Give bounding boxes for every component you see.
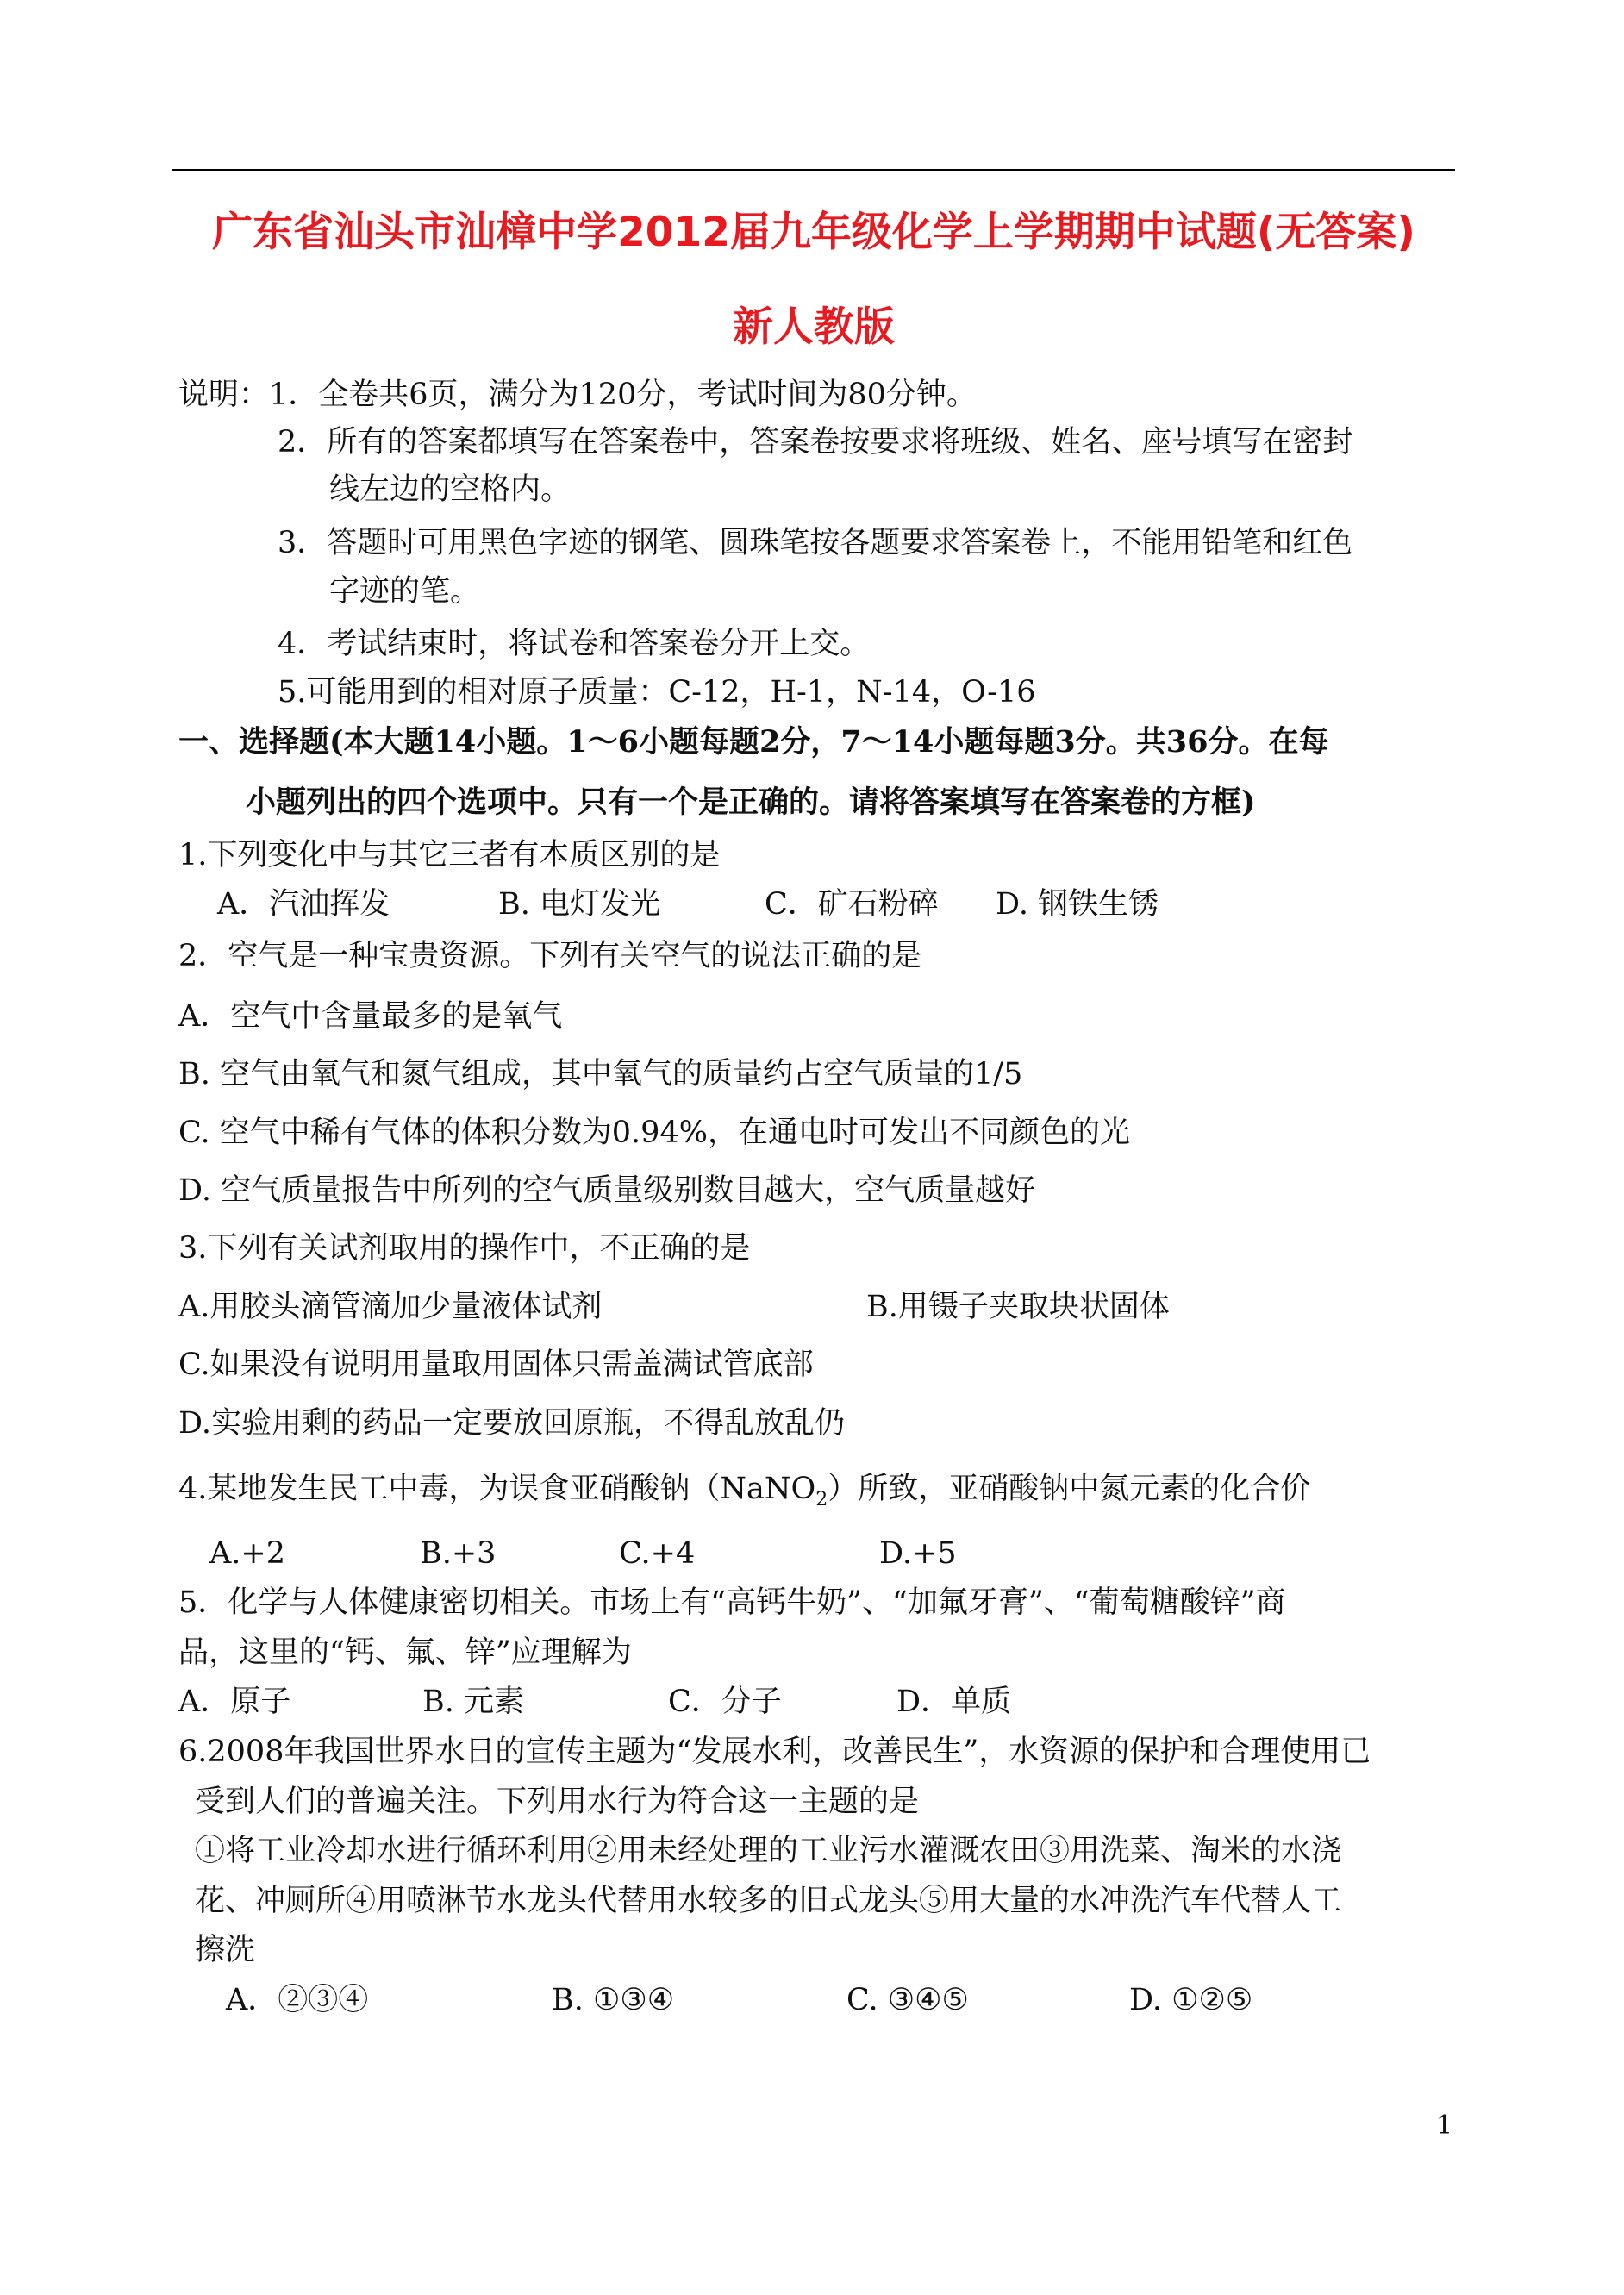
page-number: 1 bbox=[1436, 2111, 1453, 2141]
q4-option-a: A.+2 bbox=[209, 1536, 285, 1571]
instruction-line: 2．所有的答案都填写在答案卷中，答案卷按要求将班级、姓名、座号填写在密封 bbox=[278, 425, 1353, 460]
q5-option-b: B. 元素 bbox=[422, 1685, 524, 1719]
q6-option-d: D. ①②⑤ bbox=[1129, 1983, 1253, 2017]
question-5-stem: 5．化学与人体健康密切相关。市场上有“高钙牛奶”、“加氟牙膏”、“葡萄糖酸锌”商 bbox=[178, 1585, 1286, 1620]
instruction-line: 说明：1．全卷共6页，满分为120分，考试时间为80分钟。 bbox=[178, 378, 977, 412]
question-4-stem bbox=[178, 1474, 1310, 1510]
q4-stem-after: ）所致，亚硝酸钠中氮元素的化合价 bbox=[828, 1472, 1311, 1506]
q4-option-b: B.+3 bbox=[420, 1536, 497, 1571]
q6-items-line: 花、冲厕所④用喷淋节水龙头代替用水较多的旧式龙头⑤用大量的水冲洗汽车代替人工 bbox=[195, 1884, 1342, 1918]
q3-option-a: A.用胶头滴管滴加少量液体试剂 bbox=[178, 1290, 603, 1324]
q6-items-line: 擦洗 bbox=[195, 1933, 256, 1967]
q4-stem-before: 4.某地发生民工中毒，为误食亚硝酸钠（NaNO bbox=[178, 1472, 816, 1506]
q6-items-line: ①将工业冷却水进行循环利用②用未经处理的工业污水灌溉农田③用洗菜、淘米的水浇 bbox=[195, 1834, 1342, 1868]
section-heading-cont: 小题列出的四个选项中。只有一个是正确的。请将答案填写在答案卷的方框) bbox=[246, 785, 1256, 820]
question-6-stem: 6.2008年我国世界水日的宣传主题为“发展水利，改善民生”，水资源的保护和合理使用已 bbox=[178, 1735, 1371, 1769]
q1-option-c: C．矿石粉碎 bbox=[765, 887, 939, 922]
q4-option-d: D.+5 bbox=[879, 1536, 957, 1571]
q2-option-b: B. 空气由氧气和氮气组成，其中氧气的质量约占空气质量的1/5 bbox=[178, 1057, 1023, 1091]
question-6-stem-cont: 受到人们的普遍关注。下列用水行为符合这一主题的是 bbox=[195, 1785, 920, 1819]
top-rule bbox=[172, 169, 1455, 171]
q2-option-d: D. 空气质量报告中所列的空气质量级别数目越大，空气质量越好 bbox=[178, 1173, 1036, 1208]
q6-option-b: B. ①③④ bbox=[552, 1983, 675, 2017]
q5-option-c: C．分子 bbox=[668, 1685, 782, 1719]
question-5-stem-cont: 品，这里的“钙、氟、锌”应理解为 bbox=[178, 1635, 632, 1670]
q4-option-c: C.+4 bbox=[619, 1536, 696, 1571]
instruction-line: 5.可能用到的相对原子质量：C-12，H-1，N-14，O-16 bbox=[278, 675, 1036, 710]
instruction-line: 4．考试结束时，将试卷和答案卷分开上交。 bbox=[278, 627, 871, 661]
question-3-stem: 3.下列有关试剂取用的操作中，不正确的是 bbox=[178, 1231, 751, 1266]
q5-option-d: D．单质 bbox=[896, 1685, 1012, 1719]
instruction-line: 线左边的空格内。 bbox=[329, 472, 572, 507]
q5-option-a: A．原子 bbox=[178, 1685, 291, 1719]
q3-option-c: C.如果没有说明用量取用固体只需盖满试管底部 bbox=[178, 1348, 814, 1382]
q3-option-b: B.用镊子夹取块状固体 bbox=[866, 1290, 1170, 1324]
instruction-line: 字迹的笔。 bbox=[329, 574, 481, 609]
page-subtitle: 新人教版 bbox=[733, 303, 895, 351]
q1-option-d: D. 钢铁生锈 bbox=[996, 887, 1159, 922]
q2-option-c: C. 空气中稀有气体的体积分数为0.94%，在通电时可发出不同颜色的光 bbox=[178, 1116, 1130, 1150]
section-heading: 一、选择题(本大题14小题。1～6小题每题2分，7～14小题每题3分。共36分。在每 bbox=[178, 724, 1329, 760]
page-title: 广东省汕头市汕樟中学2012届九年级化学上学期期中试题(无答案) bbox=[212, 209, 1415, 256]
question-1-stem: 1.下列变化中与其它三者有本质区别的是 bbox=[178, 838, 721, 872]
q1-option-b: B. 电灯发光 bbox=[498, 887, 660, 922]
q2-option-a: A．空气中含量最多的是氧气 bbox=[178, 999, 563, 1034]
q6-option-c: C. ③④⑤ bbox=[846, 1983, 969, 2017]
q4-stem-subscript: 2 bbox=[815, 1489, 828, 1510]
q3-option-d: D.实验用剩的药品一定要放回原瓶，不得乱放乱仍 bbox=[178, 1406, 845, 1441]
q6-option-a: A．②③④ bbox=[226, 1983, 369, 2017]
q1-option-a: A．汽油挥发 bbox=[217, 887, 390, 922]
question-2-stem: 2．空气是一种宝贵资源。下列有关空气的说法正确的是 bbox=[178, 939, 922, 973]
instruction-line: 3．答题时可用黑色字迹的钢笔、圆珠笔按各题要求答案卷上，不能用铅笔和红色 bbox=[278, 526, 1353, 560]
